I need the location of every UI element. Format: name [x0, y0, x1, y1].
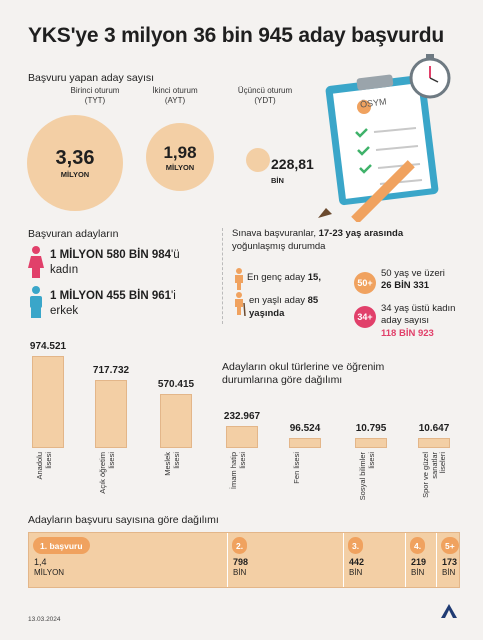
bar-1 — [95, 380, 127, 448]
distribution-segment-value-0: 1,4 — [34, 557, 47, 567]
bar-0 — [32, 356, 64, 448]
distribution-heading: Adayların başvuru sayısına göre dağılımı — [28, 514, 219, 526]
x-tick-label-1: Açık öğretim lisesi — [98, 452, 116, 494]
badge-50plus: 50+ — [354, 272, 376, 294]
oldest-pre: en yaşlı aday — [249, 295, 308, 306]
distribution-segment-2 — [343, 533, 405, 587]
session-3-unit: BİN — [271, 176, 284, 185]
bar-3 — [226, 426, 258, 448]
x-tick-label-4: Fen lisesi — [292, 452, 301, 484]
x-tick-label-0: Anadolu lisesi — [35, 452, 53, 480]
youngest-bold: 15, — [307, 272, 321, 283]
distribution-bar — [28, 532, 460, 588]
badge-34plus: 34+ — [354, 306, 376, 328]
bar-value-label-3: 232.967 — [223, 411, 261, 422]
distribution-segment-4 — [436, 533, 461, 587]
chart-title: Adayların okul türlerine ve öğrenim durumlarına göre dağılımı — [222, 361, 385, 386]
distribution-segment-0 — [29, 533, 227, 587]
bar-value-label-2: 570.415 — [157, 379, 195, 391]
distribution-segment-unit-2: BİN — [349, 568, 363, 577]
session-2-unit: MİLYON — [165, 162, 195, 172]
age-intro-bold: 17-23 yaş arasında — [318, 228, 404, 239]
female-count-suffix: 'ü — [171, 249, 180, 261]
clipboard-text: ÖSYM — [359, 96, 388, 110]
distribution-segment-3 — [405, 533, 436, 587]
over34-value: 118 BİN 923 — [381, 328, 434, 339]
distribution-segment-value-3: 219 — [411, 557, 427, 567]
oldest-post: yaşında — [249, 308, 285, 319]
distribution-segment-unit-0: MİLYON — [34, 568, 65, 577]
age-intro-pre: Sınava başvuranlar, — [232, 228, 319, 239]
female-count-bold: 1 MİLYON 580 BİN 984 — [50, 249, 172, 261]
female-label: kadın — [50, 264, 79, 276]
session-1-unit: MİLYON — [60, 170, 90, 179]
bar-6 — [418, 438, 450, 448]
over34-label: 34 yaş üstü kadın aday sayısı — [381, 303, 456, 326]
bar-4 — [289, 438, 321, 448]
male-label: erkek — [50, 305, 79, 317]
distribution-segment-value-2: 442 — [349, 557, 365, 567]
session-2-value: 1,98 — [163, 142, 197, 162]
session-3-value: 228,81 — [271, 156, 314, 172]
bar-value-label-4: 96.524 — [289, 423, 321, 434]
bar-5 — [355, 438, 387, 448]
session-2-label: İkinci oturum (AYT) — [152, 86, 198, 105]
distribution-segment-head-2: 3. — [348, 537, 363, 554]
distribution-segment-head-3: 4. — [410, 537, 425, 554]
over50-value: 26 BİN 331 — [381, 280, 430, 291]
applicants-heading: Başvuru yapan aday sayısı — [28, 72, 155, 84]
over50-label: 50 yaş ve üzeri — [381, 268, 445, 279]
male-count-bold: 1 MİLYON 455 BİN 961 — [50, 290, 172, 302]
distribution-segment-unit-3: BİN — [411, 568, 425, 577]
bar-2 — [160, 394, 192, 448]
distribution-segment-value-4: 173 — [442, 557, 458, 567]
bar-value-label-5: 10.795 — [355, 423, 387, 434]
distribution-segment-head-4: 5+ — [441, 537, 459, 554]
bar-value-label-0: 974.521 — [29, 341, 67, 352]
distribution-segment-unit-1: BİN — [233, 568, 247, 577]
distribution-segment-1 — [227, 533, 343, 587]
session-3-label: Üçüncü oturum (YDT) — [237, 86, 293, 105]
page-title: YKS'ye 3 milyon 36 bin 945 aday başvurdu — [28, 24, 444, 47]
male-count-suffix: 'i — [171, 290, 176, 302]
distribution-segment-value-1: 798 — [233, 557, 249, 567]
x-tick-label-2: Meslek lisesi — [163, 452, 181, 476]
aa-logo-icon — [441, 604, 457, 618]
x-tick-label-6: Spor ve güzel sanatlar liseleri — [421, 452, 447, 498]
bar-value-label-1: 717.732 — [92, 365, 130, 377]
distribution-segment-unit-4: BİN — [442, 568, 456, 577]
gender-heading: Başvuran adayların — [28, 228, 119, 240]
session-1-value: 3,36 — [55, 147, 95, 169]
x-tick-label-5: Sosyal bilimler lisesi — [358, 452, 376, 501]
age-intro-post: yoğunlaşmış durumda — [232, 241, 326, 252]
x-tick-label-3: İmam hatip lisesi — [229, 452, 247, 490]
footer-date: 13.03.2024 — [28, 616, 61, 623]
distribution-segment-head-1: 2. — [232, 537, 247, 554]
oldest-bold: 85 — [307, 295, 319, 306]
bar-value-label-6: 10.647 — [418, 423, 450, 434]
session-1-label: Birinci oturum (TYT) — [70, 86, 120, 105]
youngest-pre: En genç aday — [247, 272, 308, 283]
distribution-segment-head-0: 1. başvuru — [33, 537, 90, 554]
